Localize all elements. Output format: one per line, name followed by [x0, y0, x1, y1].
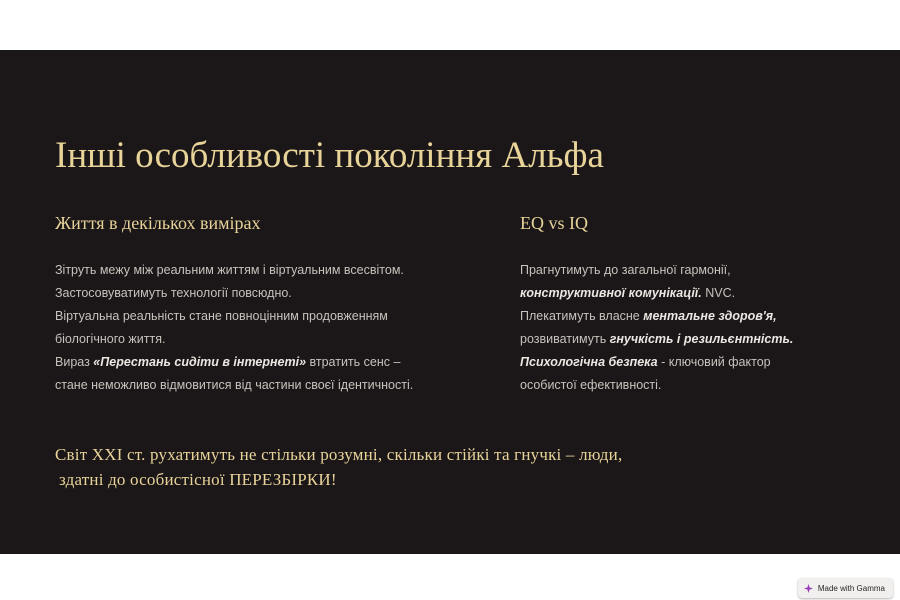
- gamma-logo-icon: [804, 584, 813, 593]
- closing-quote-line-1: Світ XXI ст. рухатимуть не стільки розумні, скільки стійкі та гнучкі – люди,: [55, 445, 623, 464]
- made-with-gamma-label: Made with Gamma: [817, 583, 885, 593]
- made-with-gamma-badge[interactable]: [798, 578, 893, 598]
- right-column-text: [520, 259, 850, 397]
- text-line: [55, 305, 475, 328]
- emphasis-text: ментальне здоров'я,: [643, 309, 777, 323]
- presentation-slide: [0, 50, 900, 593]
- right-column-heading: EQ vs IQ: [520, 213, 588, 233]
- text-segment: - ключовий фактор: [657, 355, 771, 369]
- text-line: [520, 328, 850, 351]
- left-column: [55, 210, 475, 397]
- text-segment: особистої ефективності.: [520, 378, 662, 392]
- text-segment: Віртуальна реальність стане повноцінним продовженням: [55, 309, 388, 323]
- closing-quote: [55, 442, 622, 492]
- text-line: [520, 351, 850, 374]
- text-segment: розвиватимуть: [520, 332, 610, 346]
- text-segment: Застосовуватимуть технології повсюдно.: [55, 286, 292, 300]
- text-line: [55, 351, 475, 374]
- left-column-heading: Життя в декількох вимірах: [55, 213, 261, 233]
- left-column-text: [55, 259, 475, 397]
- closing-quote-line-2: здатні до особистісної ПЕРЕЗБІРКИ!: [59, 470, 337, 489]
- text-segment: Прагнутимуть до загальної гармонії,: [520, 263, 731, 277]
- text-line: [55, 374, 475, 397]
- text-segment: втратить сенс –: [306, 355, 401, 369]
- text-segment: біологічного життя.: [55, 332, 166, 346]
- text-segment: Зітруть межу між реальним життям і віртуальним всесвітом.: [55, 263, 404, 277]
- emphasis-text: Психологічна безпека: [520, 355, 658, 369]
- text-line: [520, 374, 850, 397]
- text-segment: Плекатимуть власне: [520, 309, 644, 323]
- text-line: [520, 259, 850, 282]
- emphasis-text: гнучкість і резильєнтність.: [609, 332, 794, 346]
- text-line: [55, 328, 475, 351]
- text-line: [520, 305, 850, 328]
- text-line: [520, 282, 850, 305]
- emphasis-text: «Перестань сидіти в інтернеті»: [93, 355, 307, 369]
- text-line: [55, 282, 475, 305]
- text-segment: стане неможливо відмовитися від частини своєї ідентичності.: [55, 378, 414, 392]
- emphasis-text: конструктивної комунікації.: [520, 286, 702, 300]
- right-column: [520, 210, 850, 397]
- text-segment: NVC.: [701, 286, 736, 300]
- slide-title: Інші особливості покоління Альфа: [55, 135, 604, 176]
- text-segment: Вираз: [55, 355, 94, 369]
- text-line: [55, 259, 475, 282]
